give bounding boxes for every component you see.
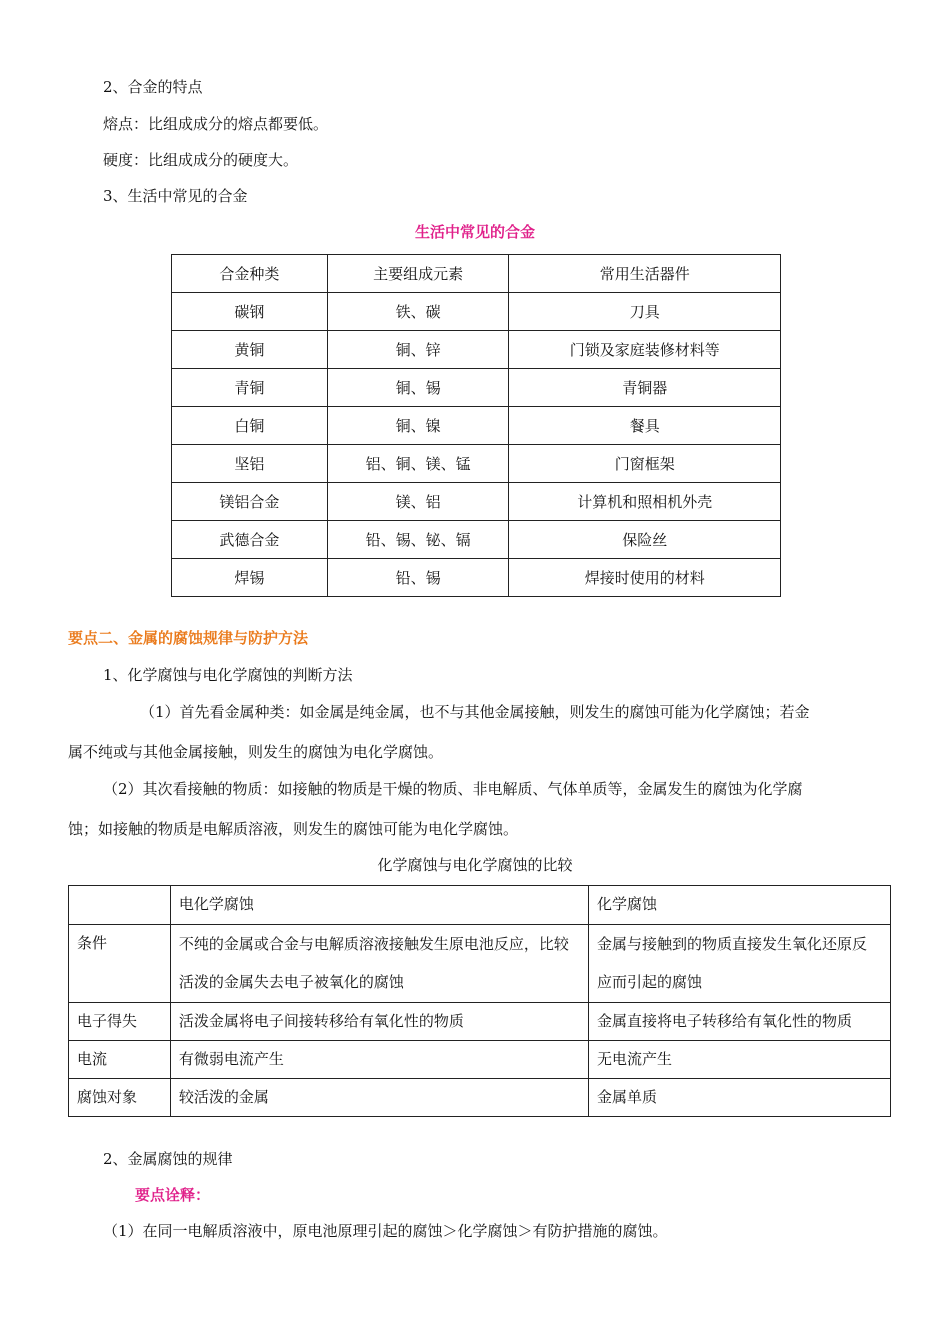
alloy-name: 黄铜	[172, 331, 328, 369]
alloy-items: 保险丝	[509, 521, 781, 559]
alloy-items: 餐具	[509, 407, 781, 445]
header-electrochemical: 电化学腐蚀	[170, 886, 588, 925]
table-row	[172, 369, 781, 407]
electrochemical-cell: 有微弱电流产生	[170, 1041, 588, 1079]
alloy-items: 计算机和照相机外壳	[509, 483, 781, 521]
alloy-items: 门锁及家庭装修材料等	[509, 331, 781, 369]
row-label: 电流	[69, 1041, 171, 1079]
alloy-elements: 铜、锡	[327, 369, 509, 407]
alloy-elements: 镁、铝	[327, 483, 509, 521]
judge-paragraph-2: （2）其次看接触的物质：如接触的物质是干燥的物质、非电解质、气体单质等，金属发生的腐蚀为化学腐	[103, 780, 803, 798]
alloy-name: 焊锡	[172, 559, 328, 597]
alloy-name: 武德合金	[172, 521, 328, 559]
alloy-elements: 铁、碳	[327, 293, 509, 331]
table-row	[172, 521, 781, 559]
alloy-elements: 铅、锡	[327, 559, 509, 597]
alloy-items: 焊接时使用的材料	[509, 559, 781, 597]
table-header-row	[172, 255, 781, 293]
table-row	[172, 331, 781, 369]
table-row	[172, 445, 781, 483]
chemical-cell: 无电流产生	[589, 1041, 891, 1079]
chemical-cell: 金属单质	[589, 1079, 891, 1117]
table-row	[172, 559, 781, 597]
row-label: 电子得失	[69, 1003, 171, 1041]
alloy-elements: 铜、镍	[327, 407, 509, 445]
heading-alloy-features: 2、合金的特点	[103, 78, 203, 96]
alloy-name: 坚铝	[172, 445, 328, 483]
alloy-name: 碳钢	[172, 293, 328, 331]
electrochemical-cell: 较活泼的金属	[170, 1079, 588, 1117]
judge-method-heading: 1、化学腐蚀与电化学腐蚀的判断方法	[103, 666, 353, 684]
electrochemical-cell: 不纯的金属或合金与电解质溶液接触发生原电池反应，比较活泼的金属失去电子被氧化的腐蚀	[170, 925, 588, 1003]
judge-paragraph-1: （1）首先看金属种类：如金属是纯金属，也不与其他金属接触，则发生的腐蚀可能为化学腐蚀；若金	[140, 703, 810, 721]
alloy-name: 镁铝合金	[172, 483, 328, 521]
hardness-text: 硬度：比组成成分的硬度大。	[103, 151, 299, 169]
header-items: 常用生活器件	[509, 255, 781, 293]
rule-paragraph-1: （1）在同一电解质溶液中，原电池原理引起的腐蚀＞化学腐蚀＞有防护措施的腐蚀。	[103, 1222, 668, 1240]
chemical-cell: 金属直接将电子转移给有氧化性的物质	[589, 1003, 891, 1041]
header-empty	[69, 886, 171, 925]
header-chemical: 化学腐蚀	[589, 886, 891, 925]
table-row	[69, 1079, 891, 1117]
row-label: 腐蚀对象	[69, 1079, 171, 1117]
header-alloy-type: 合金种类	[172, 255, 328, 293]
header-elements: 主要组成元素	[327, 255, 509, 293]
section-2-title: 要点二、金属的腐蚀规律与防护方法	[68, 629, 309, 647]
row-label: 条件	[69, 925, 171, 1003]
alloy-items: 门窗框架	[509, 445, 781, 483]
heading-common-alloys: 3、生活中常见的合金	[103, 187, 248, 205]
table-row	[69, 1003, 891, 1041]
judge-paragraph-2-cont: 蚀；如接触的物质是电解质溶液，则发生的腐蚀可能为电化学腐蚀。	[68, 820, 519, 838]
alloy-elements: 铝、铜、镁、锰	[327, 445, 509, 483]
comparison-table	[68, 885, 891, 1117]
table-row	[172, 407, 781, 445]
judge-paragraph-1-cont: 属不纯或与其他金属接触，则发生的腐蚀为电化学腐蚀。	[68, 743, 444, 761]
table-row	[69, 1041, 891, 1079]
alloy-table	[171, 254, 781, 597]
alloy-items: 刀具	[509, 293, 781, 331]
alloy-name: 白铜	[172, 407, 328, 445]
alloy-table-caption: 生活中常见的合金	[414, 223, 535, 241]
electrochemical-cell: 活泼金属将电子间接转移给有氧化性的物质	[170, 1003, 588, 1041]
compare-table-caption: 化学腐蚀与电化学腐蚀的比较	[377, 856, 573, 874]
alloy-elements: 铅、锡、铋、镉	[327, 521, 509, 559]
table-row	[172, 293, 781, 331]
chemical-cell: 金属与接触到的物质直接发生氧化还原反应而引起的腐蚀	[589, 925, 891, 1003]
table-row	[172, 483, 781, 521]
alloy-name: 青铜	[172, 369, 328, 407]
alloy-items: 青铜器	[509, 369, 781, 407]
corrosion-rule-heading: 2、金属腐蚀的规律	[103, 1150, 233, 1168]
melting-point-text: 熔点：比组成成分的熔点都要低。	[103, 115, 329, 133]
alloy-elements: 铜、锌	[327, 331, 509, 369]
table-header-row	[69, 886, 891, 925]
table-row	[69, 925, 891, 1003]
key-point-label: 要点诠释：	[135, 1186, 211, 1204]
